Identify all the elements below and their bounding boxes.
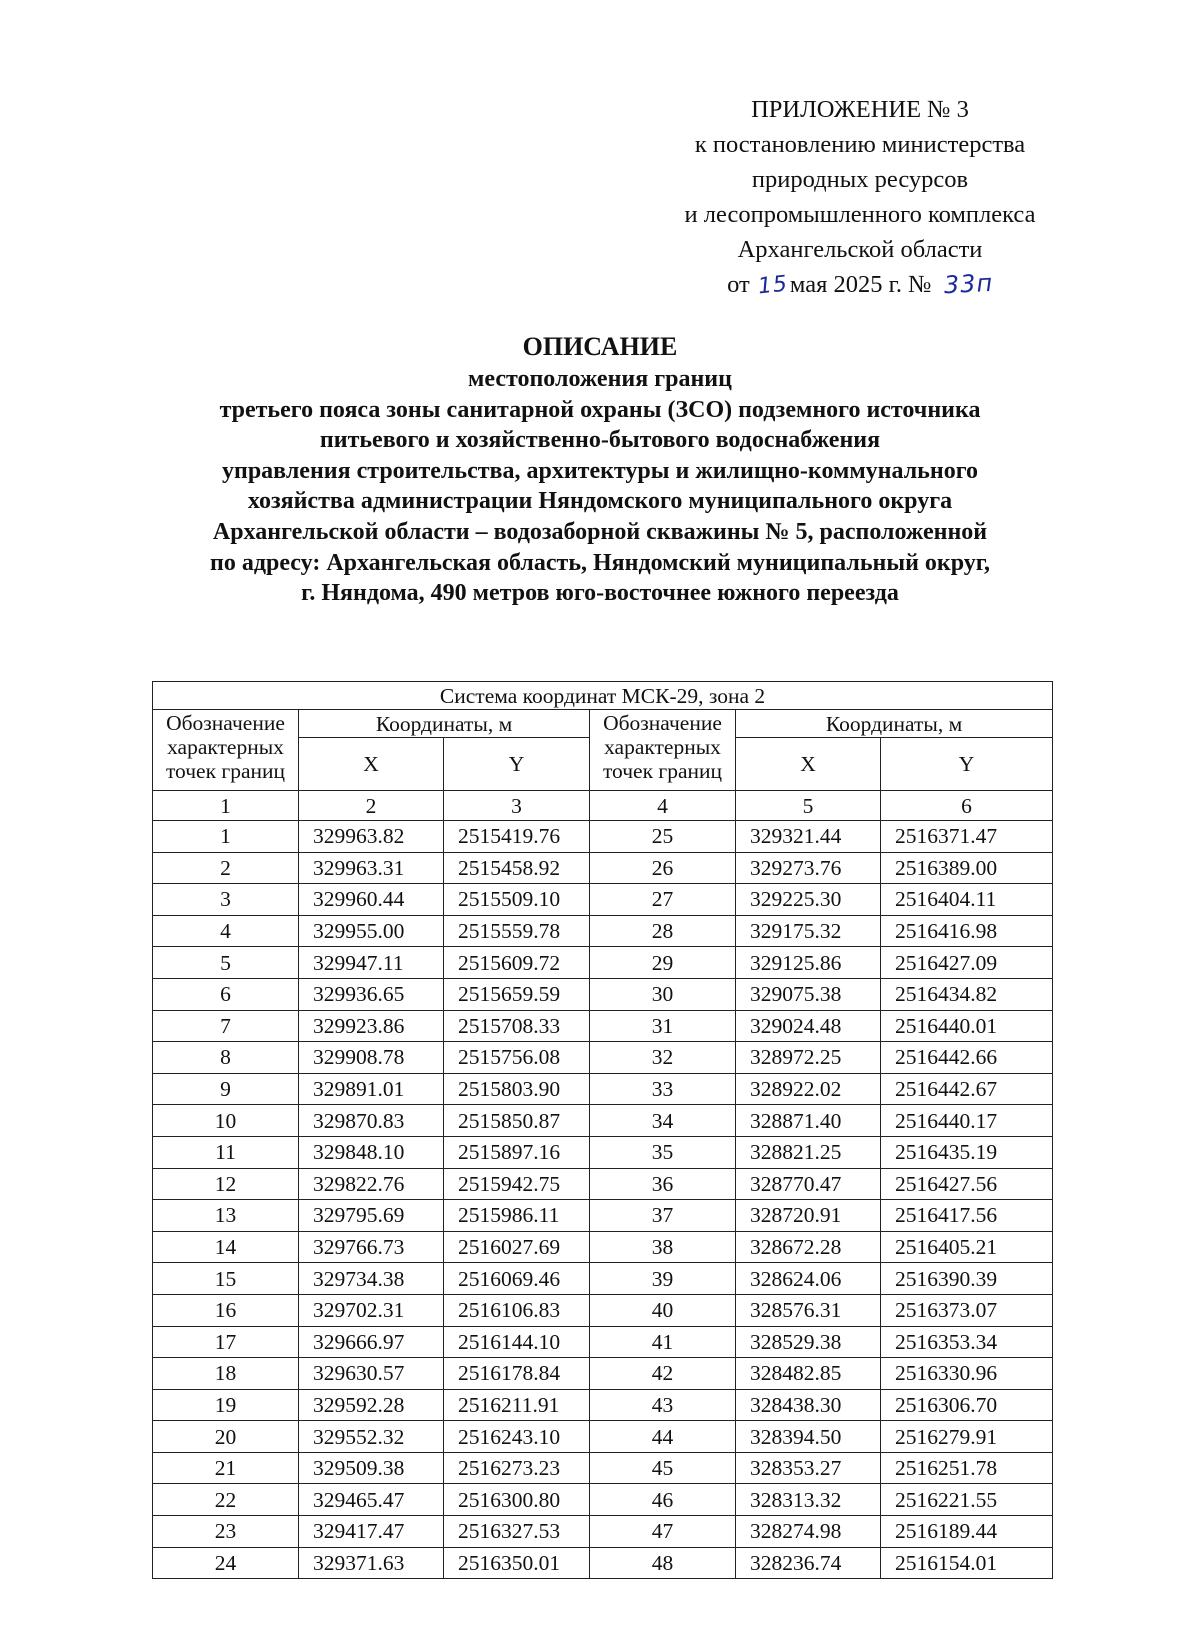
- y-value: 2516106.83: [444, 1294, 590, 1326]
- y-value: 2516390.39: [881, 1263, 1053, 1295]
- x-value: 329552.32: [299, 1421, 444, 1453]
- table-row: [153, 1484, 1053, 1516]
- table-row: [153, 1421, 1053, 1453]
- y-value: 2516144.10: [444, 1326, 590, 1358]
- x-value: 329509.38: [299, 1452, 444, 1484]
- y-value: 2515609.72: [444, 947, 590, 979]
- x-value: 329592.28: [299, 1389, 444, 1421]
- point-number: 23: [153, 1516, 299, 1548]
- table-row: [153, 1389, 1053, 1421]
- x-value: 329963.31: [299, 852, 444, 884]
- table-row: [153, 1263, 1053, 1295]
- point-number: 16: [153, 1294, 299, 1326]
- handwritten-number: 33п: [942, 268, 994, 300]
- table-row: [153, 1136, 1053, 1168]
- point-number: 17: [153, 1326, 299, 1358]
- y-value: 2515897.16: [444, 1136, 590, 1168]
- point-number: 7: [153, 1010, 299, 1042]
- x-value: 329822.76: [299, 1168, 444, 1200]
- point-number: 46: [590, 1484, 736, 1516]
- x-value: 328529.38: [736, 1326, 881, 1358]
- point-number: 31: [590, 1010, 736, 1042]
- x-value: 328871.40: [736, 1105, 881, 1137]
- handwritten-day: 15: [756, 271, 790, 300]
- point-number: 19: [153, 1389, 299, 1421]
- y-value: 2516306.70: [881, 1389, 1053, 1421]
- x-value: 328672.28: [736, 1231, 881, 1263]
- x-value: 329273.76: [736, 852, 881, 884]
- y-value: 2515986.11: [444, 1200, 590, 1232]
- y-value: 2516069.46: [444, 1263, 590, 1295]
- y-value: 2516350.01: [444, 1547, 590, 1579]
- x-value: 329666.97: [299, 1326, 444, 1358]
- point-number: 24: [153, 1547, 299, 1579]
- column-number: 6: [881, 791, 1053, 821]
- x-value: 329321.44: [736, 821, 881, 853]
- y-value: 2516189.44: [881, 1516, 1053, 1548]
- point-number: 38: [590, 1231, 736, 1263]
- y-value: 2515942.75: [444, 1168, 590, 1200]
- point-number: 1: [153, 821, 299, 853]
- table-row: [153, 947, 1053, 979]
- point-number: 44: [590, 1421, 736, 1453]
- designation-header-left: [153, 710, 299, 791]
- x-value: 329795.69: [299, 1200, 444, 1232]
- point-number: 25: [590, 821, 736, 853]
- y-value: 2516435.19: [881, 1136, 1053, 1168]
- designation-header-line: точек границ: [602, 759, 723, 783]
- y-value: 2515850.87: [444, 1105, 590, 1137]
- point-number: 9: [153, 1073, 299, 1105]
- header-row: [153, 710, 1053, 738]
- x-value: 328353.27: [736, 1452, 881, 1484]
- x-value: 329891.01: [299, 1073, 444, 1105]
- y-value: 2516417.56: [881, 1200, 1053, 1232]
- x-header-left: X: [299, 738, 444, 791]
- y-value: 2516243.10: [444, 1421, 590, 1453]
- y-value: 2516178.84: [444, 1358, 590, 1390]
- title-line: третьего пояса зоны санитарной охраны (ЗСО) подземного источника: [219, 396, 981, 423]
- x-value: 329955.00: [299, 915, 444, 947]
- appendix-line: к постановлению министерства: [694, 131, 1026, 158]
- table-row: [153, 1358, 1053, 1390]
- table-row: [153, 1010, 1053, 1042]
- x-value: 329225.30: [736, 884, 881, 916]
- point-number: 39: [590, 1263, 736, 1295]
- point-number: 33: [590, 1073, 736, 1105]
- point-number: 2: [153, 852, 299, 884]
- table-row: [153, 852, 1053, 884]
- x-header-right: X: [736, 738, 881, 791]
- coordinates-table: [152, 681, 1053, 1579]
- designation-header-right: [590, 710, 736, 791]
- y-value: 2516404.11: [881, 884, 1053, 916]
- point-number: 6: [153, 978, 299, 1010]
- designation-header-line: характерных: [604, 735, 721, 759]
- y-value: 2516405.21: [881, 1231, 1053, 1263]
- y-value: 2515803.90: [444, 1073, 590, 1105]
- y-value: 2515559.78: [444, 915, 590, 947]
- y-value: 2515708.33: [444, 1010, 590, 1042]
- x-value: 328922.02: [736, 1073, 881, 1105]
- y-value: 2516427.56: [881, 1168, 1053, 1200]
- designation-header-line: точек границ: [165, 759, 286, 783]
- point-number: 30: [590, 978, 736, 1010]
- table-row: [153, 1200, 1053, 1232]
- x-value: 328274.98: [736, 1516, 881, 1548]
- document-title: [150, 330, 1050, 609]
- point-number: 28: [590, 915, 736, 947]
- table-row: [153, 978, 1053, 1010]
- appendix-line: и лесопромышленного комплекса: [684, 201, 1036, 228]
- x-value: 328770.47: [736, 1168, 881, 1200]
- y-value: 2516427.09: [881, 947, 1053, 979]
- table-row: [153, 1294, 1053, 1326]
- table-row: [153, 915, 1053, 947]
- point-number: 36: [590, 1168, 736, 1200]
- title-line: по адресу: Архангельская область, Няндомский муниципальный округ,: [210, 549, 990, 576]
- x-value: 329371.63: [299, 1547, 444, 1579]
- x-value: 329175.32: [736, 915, 881, 947]
- title-line: местоположения границ: [468, 366, 732, 392]
- point-number: 4: [153, 915, 299, 947]
- y-value: 2516440.17: [881, 1105, 1053, 1137]
- point-number: 42: [590, 1358, 736, 1390]
- y-value: 2516371.47: [881, 821, 1053, 853]
- coords-header-left: Координаты, м: [299, 710, 590, 738]
- table-row: [153, 821, 1053, 853]
- x-value: 329848.10: [299, 1136, 444, 1168]
- column-number: 5: [736, 791, 881, 821]
- y-value: 2516442.67: [881, 1073, 1053, 1105]
- x-value: 328624.06: [736, 1263, 881, 1295]
- x-value: 329936.65: [299, 978, 444, 1010]
- column-number: 3: [444, 791, 590, 821]
- column-number: 1: [153, 791, 299, 821]
- x-value: 329963.82: [299, 821, 444, 853]
- appendix-header: [640, 92, 1080, 303]
- x-value: 329075.38: [736, 978, 881, 1010]
- y-value: 2516300.80: [444, 1484, 590, 1516]
- appendix-title: ПРИЛОЖЕНИЕ № 3: [751, 96, 969, 123]
- y-value: 2516154.01: [881, 1547, 1053, 1579]
- x-value: 329766.73: [299, 1231, 444, 1263]
- x-value: 329125.86: [736, 947, 881, 979]
- x-value: 329870.83: [299, 1105, 444, 1137]
- y-value: 2515756.08: [444, 1042, 590, 1074]
- y-value: 2516251.78: [881, 1452, 1053, 1484]
- column-number: 4: [590, 791, 736, 821]
- table-row: [153, 884, 1053, 916]
- point-number: 18: [153, 1358, 299, 1390]
- table-row: [153, 1042, 1053, 1074]
- point-number: 35: [590, 1136, 736, 1168]
- title-line: Архангельской области – водозаборной скважины № 5, расположенной: [212, 518, 988, 545]
- point-number: 3: [153, 884, 299, 916]
- main-title: ОПИСАНИЕ: [522, 332, 678, 361]
- x-value: 329630.57: [299, 1358, 444, 1390]
- table-row: [153, 1547, 1053, 1579]
- x-value: 328236.74: [736, 1547, 881, 1579]
- designation-header-line: Обозначение: [166, 711, 285, 735]
- designation-header-line: характерных: [167, 735, 284, 759]
- column-number: 2: [299, 791, 444, 821]
- y-header-left: Y: [444, 738, 590, 791]
- y-value: 2516211.91: [444, 1389, 590, 1421]
- x-value: 329908.78: [299, 1042, 444, 1074]
- point-number: 11: [153, 1136, 299, 1168]
- date-rest: мая 2025 г. №: [789, 271, 932, 298]
- y-value: 2516221.55: [881, 1484, 1053, 1516]
- column-number-row: [153, 791, 1053, 821]
- point-number: 22: [153, 1484, 299, 1516]
- y-value: 2516440.01: [881, 1010, 1053, 1042]
- point-number: 20: [153, 1421, 299, 1453]
- x-value: 328313.32: [736, 1484, 881, 1516]
- x-value: 328576.31: [736, 1294, 881, 1326]
- y-header-right: Y: [881, 738, 1053, 791]
- x-value: 328720.91: [736, 1200, 881, 1232]
- table-row: [153, 1231, 1053, 1263]
- point-number: 32: [590, 1042, 736, 1074]
- table-row: [153, 1326, 1053, 1358]
- point-number: 43: [590, 1389, 736, 1421]
- point-number: 48: [590, 1547, 736, 1579]
- designation-header-line: Обозначение: [603, 711, 722, 735]
- y-value: 2516442.66: [881, 1042, 1053, 1074]
- y-value: 2516373.07: [881, 1294, 1053, 1326]
- point-number: 15: [153, 1263, 299, 1295]
- x-value: 329417.47: [299, 1516, 444, 1548]
- title-line: управления строительства, архитектуры и жилищно-коммунального: [222, 457, 978, 484]
- x-value: 329923.86: [299, 1010, 444, 1042]
- point-number: 29: [590, 947, 736, 979]
- point-number: 12: [153, 1168, 299, 1200]
- point-number: 26: [590, 852, 736, 884]
- appendix-date-line: [640, 267, 1080, 303]
- coordinate-system-label: Система координат МСК-29, зона 2: [153, 682, 1053, 710]
- y-value: 2515419.76: [444, 821, 590, 853]
- y-value: 2516330.96: [881, 1358, 1053, 1390]
- table-row: [153, 1073, 1053, 1105]
- table-row: [153, 1105, 1053, 1137]
- y-value: 2515458.92: [444, 852, 590, 884]
- y-value: 2515659.59: [444, 978, 590, 1010]
- y-value: 2515509.10: [444, 884, 590, 916]
- y-value: 2516327.53: [444, 1516, 590, 1548]
- point-number: 14: [153, 1231, 299, 1263]
- appendix-line: природных ресурсов: [751, 166, 969, 193]
- y-value: 2516389.00: [881, 852, 1053, 884]
- x-value: 329947.11: [299, 947, 444, 979]
- system-row: [153, 682, 1053, 710]
- point-number: 8: [153, 1042, 299, 1074]
- x-value: 329024.48: [736, 1010, 881, 1042]
- title-line: хозяйства администрации Няндомского муниципального округа: [247, 488, 953, 515]
- point-number: 45: [590, 1452, 736, 1484]
- x-value: 329734.38: [299, 1263, 444, 1295]
- point-number: 47: [590, 1516, 736, 1548]
- point-number: 41: [590, 1326, 736, 1358]
- x-value: 329465.47: [299, 1484, 444, 1516]
- title-line: г. Няндома, 490 метров юго-восточнее южного переезда: [301, 580, 899, 607]
- y-value: 2516353.34: [881, 1326, 1053, 1358]
- x-value: 328972.25: [736, 1042, 881, 1074]
- table-row: [153, 1516, 1053, 1548]
- point-number: 37: [590, 1200, 736, 1232]
- y-value: 2516273.23: [444, 1452, 590, 1484]
- point-number: 13: [153, 1200, 299, 1232]
- table-row: [153, 1168, 1053, 1200]
- title-line: питьевого и хозяйственно-бытового водоснабжения: [319, 427, 881, 454]
- y-value: 2516279.91: [881, 1421, 1053, 1453]
- date-prefix: от: [727, 271, 750, 298]
- x-value: 328821.25: [736, 1136, 881, 1168]
- appendix-line: Архангельской области: [737, 236, 983, 263]
- point-number: 21: [153, 1452, 299, 1484]
- coords-header-right: Координаты, м: [736, 710, 1053, 738]
- x-value: 329702.31: [299, 1294, 444, 1326]
- x-value: 329960.44: [299, 884, 444, 916]
- y-value: 2516027.69: [444, 1231, 590, 1263]
- y-value: 2516416.98: [881, 915, 1053, 947]
- x-value: 328482.85: [736, 1358, 881, 1390]
- point-number: 34: [590, 1105, 736, 1137]
- point-number: 27: [590, 884, 736, 916]
- point-number: 10: [153, 1105, 299, 1137]
- table-row: [153, 1452, 1053, 1484]
- y-value: 2516434.82: [881, 978, 1053, 1010]
- x-value: 328394.50: [736, 1421, 881, 1453]
- point-number: 5: [153, 947, 299, 979]
- x-value: 328438.30: [736, 1389, 881, 1421]
- point-number: 40: [590, 1294, 736, 1326]
